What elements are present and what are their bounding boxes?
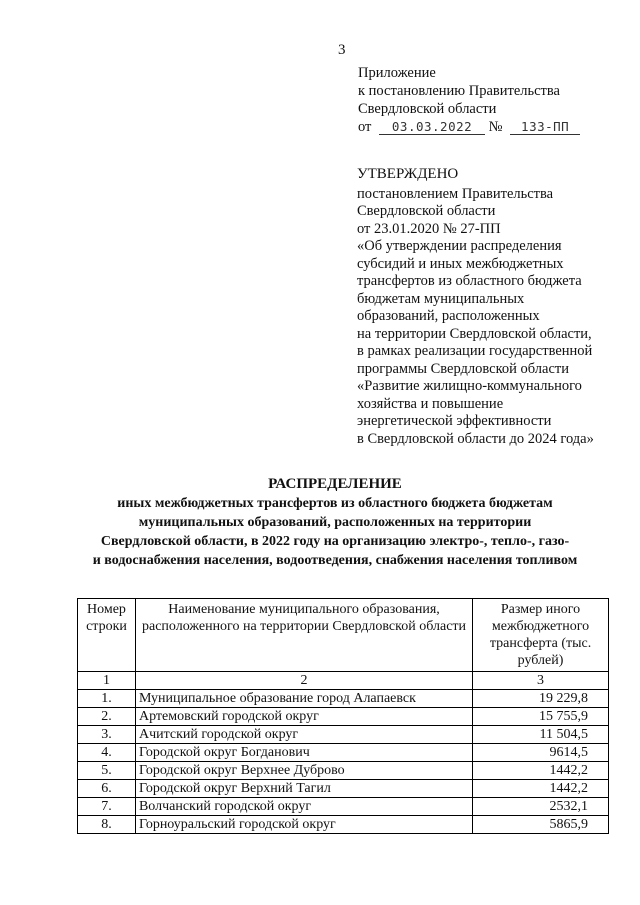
title-line: муниципальных образований, расположенных на территории [138,515,532,530]
approval-line: «Об утверждении распределения [357,238,562,254]
table-row [78,762,609,780]
title-line: Свердловской области, в 2022 году на организацию электро-, тепло-, газо- [100,534,570,549]
row-number: 3. [78,726,136,744]
appendix-line: Приложение [358,65,436,81]
approval-line: энергетической эффективности [357,413,552,429]
distribution-table [77,598,609,834]
approval-line: программы Свердловской области [357,360,570,377]
transfer-amount: 15 755,9 [473,708,609,726]
transfer-amount: 2532,1 [473,798,609,816]
table-row [78,744,609,762]
table-row [78,726,609,744]
transfer-amount: 19 229,8 [473,690,609,708]
approval-line: бюджетам муниципальных [357,290,525,307]
transfer-amount: 1442,2 [473,780,609,798]
column-number: 3 [473,672,609,690]
municipality-name: Артемовский городской округ [135,708,472,726]
municipality-name: Горноуральский городской округ [135,816,472,834]
municipality-name: Ачитский городской округ [135,726,472,744]
municipality-name: Волчанский городской округ [135,798,472,816]
header-transfer-amount: Размер иного межбюджетного трансферта (тыс. рублей) [473,599,609,672]
table-header-row [78,599,609,672]
table-row [78,816,609,834]
approval-line: «Развитие жилищно-коммунального [357,378,582,394]
row-number: 7. [78,798,136,816]
table-row [78,708,609,726]
header-municipality: Наименование муниципального образования, расположенного на территории Свердловской области [135,599,472,672]
row-number: 8. [78,816,136,834]
approval-line: хозяйства и повышение [357,395,504,412]
approval-heading: УТВЕРЖДЕНО [357,166,459,182]
approval-line: образований, расположенных [357,308,540,324]
appendix-reference-line [358,118,580,136]
table-row [78,798,609,816]
column-number-row [78,672,609,690]
transfer-amount: 11 504,5 [473,726,609,744]
approval-line: субсидий и иных межбюджетных [357,255,564,272]
page-number: 3 [338,42,346,58]
row-number: 2. [78,708,136,726]
number-prefix: № [488,119,503,135]
document-title [50,474,620,570]
approval-line: в рамках реализации государственной [357,343,593,359]
table-row [78,690,609,708]
column-number: 1 [78,672,136,690]
title-line: иных межбюджетных трансфертов из областного бюджета бюджетам [117,496,553,511]
appendix-line: к постановлению Правительства [358,83,560,99]
transfer-amount: 1442,2 [473,762,609,780]
transfer-amount: 9614,5 [473,744,609,762]
row-number: 1. [78,690,136,708]
approval-line: от 23.01.2020 № 27-ПП [357,220,501,237]
municipality-name: Городской округ Верхнее Дуброво [135,762,472,780]
approval-line: на территории Свердловской области, [357,325,592,342]
row-number: 4. [78,744,136,762]
appendix-block [358,64,580,136]
approval-line: Свердловской области [357,203,496,219]
handwritten-date: 03.03.2022 [379,120,485,135]
date-prefix: от [358,119,372,135]
table-row [78,780,609,798]
appendix-line: Свердловской области [358,101,497,117]
municipality-name: Городской округ Верхний Тагил [135,780,472,798]
municipality-name: Городской округ Богданович [135,744,472,762]
transfer-amount: 5865,9 [473,816,609,834]
handwritten-number: 133-ПП [510,120,580,135]
header-row-number: Номер строки [78,599,136,672]
title-line: и водоснабжения населения, водоотведения, снабжения населения топливом [92,553,578,568]
row-number: 6. [78,780,136,798]
column-number: 2 [135,672,472,690]
approval-line: трансфертов из областного бюджета [357,273,582,289]
row-number: 5. [78,762,136,780]
approval-line: постановлением Правительства [357,185,554,202]
municipality-name: Муниципальное образование город Алапаевск [135,690,472,708]
title-main: РАСПРЕДЕЛЕНИЕ [268,476,402,492]
approval-block [357,166,594,448]
approval-line: в Свердловской области до 2024 года» [357,430,594,447]
